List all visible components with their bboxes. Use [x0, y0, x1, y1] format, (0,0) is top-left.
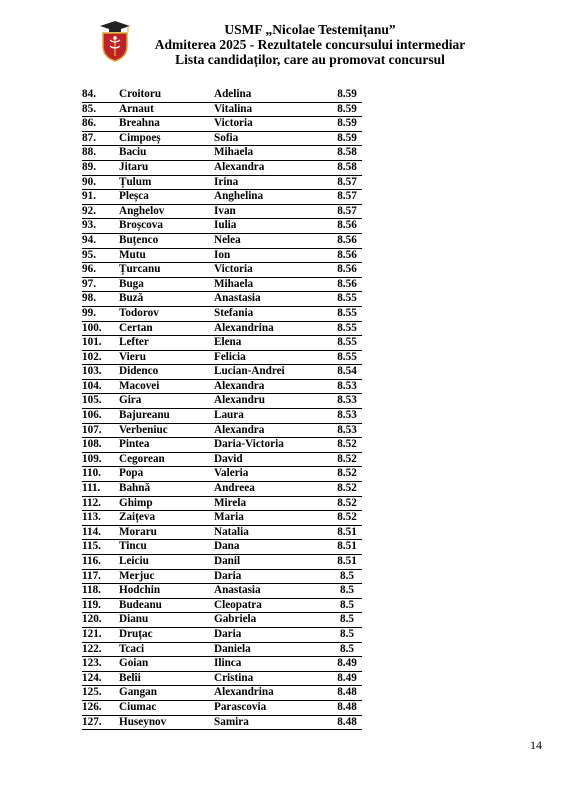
row-last-name: Huseynov [119, 715, 214, 730]
row-number: 124. [82, 671, 119, 686]
row-first-name: Elena [214, 336, 332, 351]
row-number: 90. [82, 175, 119, 190]
row-grade: 8.55 [332, 350, 362, 365]
row-number: 122. [82, 642, 119, 657]
row-last-name: Buză [119, 292, 214, 307]
table-row [82, 292, 362, 307]
row-first-name: Andreea [214, 482, 332, 497]
row-number: 85. [82, 102, 119, 117]
table-row [82, 321, 362, 336]
row-number: 117. [82, 569, 119, 584]
row-grade: 8.48 [332, 686, 362, 701]
table-row [82, 627, 362, 642]
university-crest-icon [97, 20, 133, 62]
row-first-name: Alexandrina [214, 686, 332, 701]
row-number: 92. [82, 204, 119, 219]
row-first-name: Maria [214, 511, 332, 526]
row-number: 110. [82, 467, 119, 482]
row-number: 113. [82, 511, 119, 526]
table-row [82, 190, 362, 205]
table-row [82, 482, 362, 497]
table-row [82, 365, 362, 380]
row-first-name: Cleopatra [214, 598, 332, 613]
row-last-name: Moraru [119, 525, 214, 540]
row-first-name: Dana [214, 540, 332, 555]
row-grade: 8.58 [332, 160, 362, 175]
row-number: 121. [82, 627, 119, 642]
row-first-name: Alexandru [214, 394, 332, 409]
row-grade: 8.52 [332, 482, 362, 497]
row-number: 115. [82, 540, 119, 555]
row-last-name: Zaițeva [119, 511, 214, 526]
row-last-name: Budeanu [119, 598, 214, 613]
row-last-name: Belîi [119, 671, 214, 686]
row-number: 86. [82, 117, 119, 132]
row-first-name: Victoria [214, 263, 332, 278]
table-row [82, 102, 362, 117]
row-number: 101. [82, 336, 119, 351]
row-last-name: Todorov [119, 306, 214, 321]
row-first-name: Anghelina [214, 190, 332, 205]
row-last-name: Baciu [119, 146, 214, 161]
row-grade: 8.58 [332, 146, 362, 161]
table-row [82, 146, 362, 161]
table-row [82, 525, 362, 540]
row-last-name: Vieru [119, 350, 214, 365]
row-grade: 8.5 [332, 642, 362, 657]
row-number: 89. [82, 160, 119, 175]
table-row [82, 555, 362, 570]
row-grade: 8.5 [332, 598, 362, 613]
header-title: Admiterea 2025 - Rezultatele concursului intermediar [154, 37, 466, 52]
row-number: 104. [82, 379, 119, 394]
table-row [82, 540, 362, 555]
row-number: 102. [82, 350, 119, 365]
row-first-name: Mihaela [214, 277, 332, 292]
row-number: 106. [82, 409, 119, 424]
table-row [82, 657, 362, 672]
row-first-name: Irina [214, 175, 332, 190]
row-grade: 8.59 [332, 88, 362, 102]
row-number: 119. [82, 598, 119, 613]
row-last-name: Arnaut [119, 102, 214, 117]
row-first-name: Parascovia [214, 700, 332, 715]
row-first-name: Alexandra [214, 423, 332, 438]
row-last-name: Dianu [119, 613, 214, 628]
row-first-name: Laura [214, 409, 332, 424]
row-last-name: Bahnă [119, 482, 214, 497]
table-row [82, 117, 362, 132]
row-grade: 8.54 [332, 365, 362, 380]
row-number: 114. [82, 525, 119, 540]
row-last-name: Țurcanu [119, 263, 214, 278]
row-first-name: Samira [214, 715, 332, 730]
row-grade: 8.48 [332, 715, 362, 730]
row-grade: 8.52 [332, 452, 362, 467]
row-number: 95. [82, 248, 119, 263]
row-first-name: Alexandra [214, 160, 332, 175]
results-table [82, 88, 362, 730]
table-row [82, 204, 362, 219]
row-grade: 8.57 [332, 175, 362, 190]
row-last-name: Bajureanu [119, 409, 214, 424]
table-row [82, 88, 362, 102]
row-first-name: Felicia [214, 350, 332, 365]
row-grade: 8.56 [332, 219, 362, 234]
row-grade: 8.5 [332, 613, 362, 628]
row-first-name: Daria-Victoria [214, 438, 332, 453]
table-row [82, 423, 362, 438]
table-row [82, 350, 362, 365]
results-table-body [82, 88, 362, 730]
row-first-name: David [214, 452, 332, 467]
row-first-name: Mihaela [214, 146, 332, 161]
row-last-name: Anghelov [119, 204, 214, 219]
row-last-name: Mutu [119, 248, 214, 263]
row-last-name: Hodchin [119, 584, 214, 599]
row-grade: 8.55 [332, 336, 362, 351]
row-number: 98. [82, 292, 119, 307]
row-grade: 8.59 [332, 117, 362, 132]
row-grade: 8.53 [332, 379, 362, 394]
row-number: 100. [82, 321, 119, 336]
row-last-name: Jitaru [119, 160, 214, 175]
row-last-name: Țulum [119, 175, 214, 190]
table-row [82, 715, 362, 730]
row-grade: 8.55 [332, 306, 362, 321]
row-last-name: Popa [119, 467, 214, 482]
row-last-name: Didenco [119, 365, 214, 380]
row-number: 93. [82, 219, 119, 234]
row-number: 91. [82, 190, 119, 205]
row-number: 118. [82, 584, 119, 599]
table-row [82, 671, 362, 686]
row-first-name: Daniela [214, 642, 332, 657]
row-first-name: Iulia [214, 219, 332, 234]
row-first-name: Ivan [214, 204, 332, 219]
row-first-name: Lucian-Andrei [214, 365, 332, 380]
row-grade: 8.56 [332, 233, 362, 248]
row-last-name: Breahna [119, 117, 214, 132]
table-row [82, 700, 362, 715]
row-first-name: Alexandrina [214, 321, 332, 336]
table-row [82, 263, 362, 278]
row-number: 116. [82, 555, 119, 570]
table-row [82, 233, 362, 248]
row-number: 84. [82, 88, 119, 102]
row-first-name: Nelea [214, 233, 332, 248]
table-row [82, 379, 362, 394]
row-first-name: Daria [214, 627, 332, 642]
row-number: 87. [82, 131, 119, 146]
row-grade: 8.51 [332, 555, 362, 570]
table-row [82, 438, 362, 453]
row-first-name: Victoria [214, 117, 332, 132]
table-row [82, 569, 362, 584]
row-grade: 8.49 [332, 657, 362, 672]
row-first-name: Valeria [214, 467, 332, 482]
row-first-name: Anastasia [214, 292, 332, 307]
row-grade: 8.53 [332, 409, 362, 424]
row-last-name: Cimpoeș [119, 131, 214, 146]
row-last-name: Macovei [119, 379, 214, 394]
row-number: 97. [82, 277, 119, 292]
row-last-name: Cegorean [119, 452, 214, 467]
table-row [82, 248, 362, 263]
row-first-name: Cristina [214, 671, 332, 686]
row-first-name: Alexandra [214, 379, 332, 394]
row-grade: 8.56 [332, 248, 362, 263]
row-grade: 8.52 [332, 496, 362, 511]
table-row [82, 160, 362, 175]
row-last-name: Croitoru [119, 88, 214, 102]
row-first-name: Vitalina [214, 102, 332, 117]
document-header [140, 22, 480, 67]
row-grade: 8.57 [332, 204, 362, 219]
table-row [82, 496, 362, 511]
row-grade: 8.55 [332, 321, 362, 336]
row-last-name: Ghimp [119, 496, 214, 511]
row-number: 112. [82, 496, 119, 511]
row-grade: 8.59 [332, 131, 362, 146]
row-first-name: Daria [214, 569, 332, 584]
row-last-name: Gira [119, 394, 214, 409]
table-row [82, 277, 362, 292]
row-number: 109. [82, 452, 119, 467]
row-first-name: Stefania [214, 306, 332, 321]
table-row [82, 642, 362, 657]
row-number: 125. [82, 686, 119, 701]
row-grade: 8.5 [332, 584, 362, 599]
row-grade: 8.48 [332, 700, 362, 715]
row-grade: 8.53 [332, 394, 362, 409]
row-number: 123. [82, 657, 119, 672]
table-row [82, 613, 362, 628]
row-first-name: Natalia [214, 525, 332, 540]
row-number: 94. [82, 233, 119, 248]
row-last-name: Verbeniuc [119, 423, 214, 438]
page-number: 14 [530, 738, 542, 752]
table-row [82, 306, 362, 321]
row-grade: 8.56 [332, 263, 362, 278]
row-grade: 8.5 [332, 627, 362, 642]
table-row [82, 394, 362, 409]
table-row [82, 467, 362, 482]
row-number: 99. [82, 306, 119, 321]
table-row [82, 452, 362, 467]
row-last-name: Pintea [119, 438, 214, 453]
row-last-name: Buga [119, 277, 214, 292]
row-first-name: Adelina [214, 88, 332, 102]
row-number: 126. [82, 700, 119, 715]
table-row [82, 336, 362, 351]
row-number: 107. [82, 423, 119, 438]
row-grade: 8.5 [332, 569, 362, 584]
table-row [82, 131, 362, 146]
header-institution: USMF „Nicolae Testemițanu” [224, 22, 396, 37]
row-number: 96. [82, 263, 119, 278]
table-row [82, 219, 362, 234]
row-first-name: Mirela [214, 496, 332, 511]
row-number: 127. [82, 715, 119, 730]
row-last-name: Tcaci [119, 642, 214, 657]
table-row [82, 598, 362, 613]
row-grade: 8.49 [332, 671, 362, 686]
row-first-name: Danil [214, 555, 332, 570]
table-row [82, 686, 362, 701]
row-grade: 8.57 [332, 190, 362, 205]
row-first-name: Gabriela [214, 613, 332, 628]
row-grade: 8.56 [332, 277, 362, 292]
row-number: 108. [82, 438, 119, 453]
row-last-name: Buțenco [119, 233, 214, 248]
row-last-name: Merjuc [119, 569, 214, 584]
table-row [82, 584, 362, 599]
row-grade: 8.59 [332, 102, 362, 117]
table-row [82, 175, 362, 190]
row-first-name: Sofia [214, 131, 332, 146]
row-grade: 8.52 [332, 467, 362, 482]
table-row [82, 511, 362, 526]
row-last-name: Tincu [119, 540, 214, 555]
row-grade: 8.52 [332, 511, 362, 526]
row-grade: 8.52 [332, 438, 362, 453]
row-number: 111. [82, 482, 119, 497]
table-row [82, 409, 362, 424]
row-grade: 8.51 [332, 525, 362, 540]
header-subtitle: Lista candidaților, care au promovat concursul [175, 52, 445, 67]
row-number: 88. [82, 146, 119, 161]
row-last-name: Goian [119, 657, 214, 672]
row-grade: 8.51 [332, 540, 362, 555]
row-last-name: Pleșca [119, 190, 214, 205]
row-number: 120. [82, 613, 119, 628]
row-last-name: Gangan [119, 686, 214, 701]
row-last-name: Leiciu [119, 555, 214, 570]
row-last-name: Druțac [119, 627, 214, 642]
row-last-name: Ciumac [119, 700, 214, 715]
row-last-name: Lefter [119, 336, 214, 351]
row-last-name: Certan [119, 321, 214, 336]
row-first-name: Anastasia [214, 584, 332, 599]
row-first-name: Ion [214, 248, 332, 263]
row-last-name: Broșcova [119, 219, 214, 234]
row-first-name: Ilinca [214, 657, 332, 672]
row-number: 103. [82, 365, 119, 380]
row-grade: 8.53 [332, 423, 362, 438]
row-grade: 8.55 [332, 292, 362, 307]
row-number: 105. [82, 394, 119, 409]
